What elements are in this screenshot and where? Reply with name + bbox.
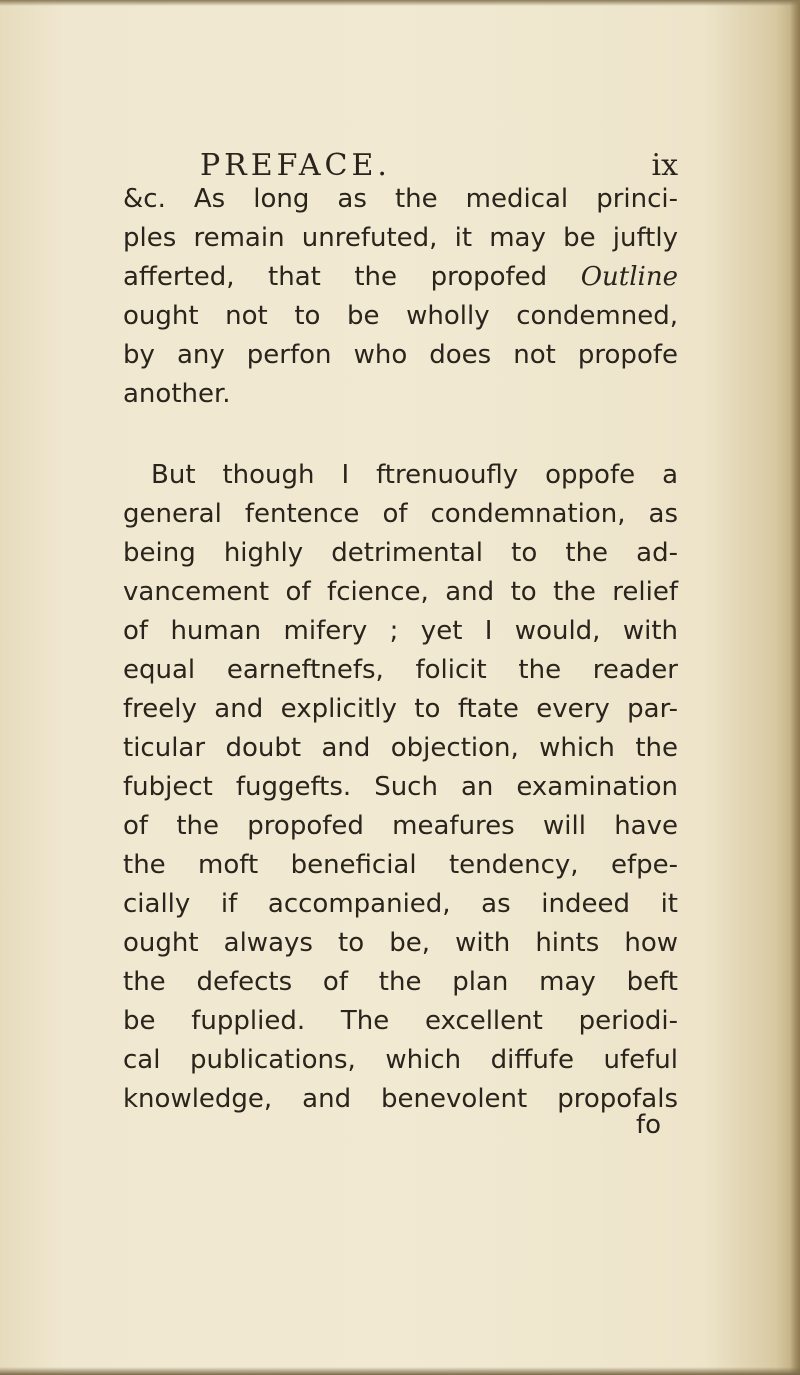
catchword: fo [636,1110,662,1140]
paragraph-2 [123,456,678,1119]
text-line: ticular doubt and objection, which the [123,733,678,763]
text-line: equal earneftnefs, folicit the reader [123,655,678,685]
text-line: cially if accompanied, as indeed it [123,889,678,919]
text-line-with-italic [123,258,678,297]
text-line: of the propofed meafures will have [123,811,678,841]
paragraph-gap [123,414,678,456]
running-title: PREFACE. [200,148,391,183]
italic-word: Outline [580,262,678,292]
text-line: general fentence of condemnation, as [123,499,678,529]
text-line: But though I ftrenuoufly oppofe a [151,460,678,490]
text-line: &c. As long as the medical princi- [123,184,678,214]
text-line: the moft beneficial tendency, efpe- [123,850,678,880]
text-line: cal publications, which diffufe ufeful [123,1045,678,1075]
page-number: ix [651,148,678,183]
page-bottom-edge [0,1367,800,1375]
text-line-segment: afferted, that the propofed [123,262,581,292]
page-right-edge [790,0,800,1375]
text-line: another. [123,379,231,409]
text-line: knowledge, and benevolent propofals [123,1084,678,1114]
text-line: the defects of the plan may beft [123,967,678,997]
text-line: of human mifery ; yet I would, with [123,616,678,646]
page-top-edge [0,0,800,6]
text-line: being highly detrimental to the ad- [123,538,678,568]
paragraph-1 [123,180,678,414]
text-line: ought not to be wholly condemned, [123,301,678,331]
text-line: be fupplied. The excellent periodi- [123,1006,678,1036]
text-line: ples remain unrefuted, it may be juftly [123,223,678,253]
text-line: fubject fuggefts. Such an examination [123,772,678,802]
text-line: ought always to be, with hints how [123,928,678,958]
text-line: by any perfon who does not propofe [123,340,678,370]
text-line: freely and explicitly to ftate every par- [123,694,678,724]
text-line: vancement of fcience, and to the relief [123,577,678,607]
body-text [123,180,678,1119]
